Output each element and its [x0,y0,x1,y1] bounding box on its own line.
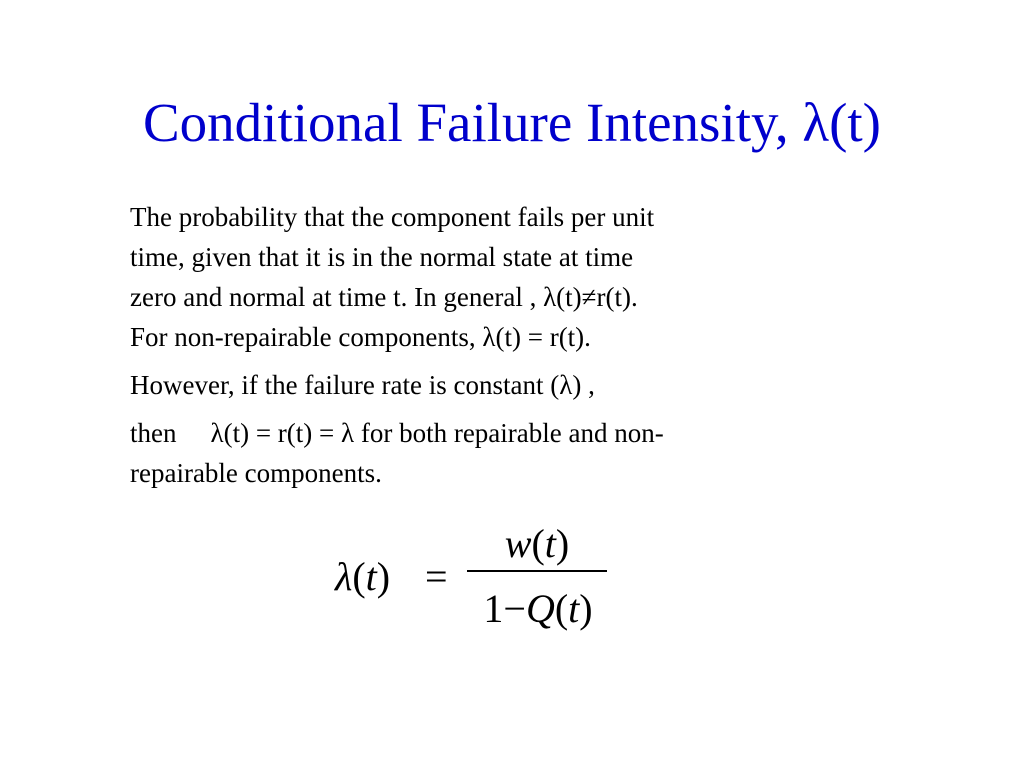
text-line: For non-repairable components, λ(t) = r(t). [130,322,591,352]
text-line: zero and normal at time t. In general , λ(t)≠r(t). [130,282,638,312]
text-line: time, given that it is in the normal state at time [130,242,634,272]
arg-t: t [365,554,377,599]
conclusion-paragraph [130,413,830,493]
text-line: repairable components. [130,458,382,488]
paren-close: ) [376,554,391,599]
fraction-bar [467,570,607,572]
minus-sign: − [503,586,526,631]
lambda-symbol: λ [335,554,353,599]
paren-open: ( [554,586,569,631]
formula-lhs [335,553,390,600]
formula-denominator [463,585,613,632]
constant-rate-paragraph [130,365,830,405]
text-line: The probability that the component fails per unit [130,202,655,232]
paren-open: ( [352,554,366,599]
definition-paragraph [130,197,830,357]
paren-close: ) [555,521,570,566]
formula-numerator [467,520,607,567]
slide-title: Conditional Failure Intensity, λ(t) [143,92,881,153]
w-symbol: w [504,521,532,566]
arg-t: t [544,521,556,566]
text-line: However, if the failure rate is constant (λ) , [130,370,595,400]
paren-open: ( [531,521,545,566]
one-digit: 1 [483,586,504,631]
arg-t: t [568,586,580,631]
lead-word: then [130,418,177,448]
text-line: λ(t) = r(t) = λ for both repairable and non- [210,418,664,448]
slide-body [130,197,830,493]
paren-close: ) [579,586,593,631]
failure-intensity-formula [335,515,635,645]
q-symbol: Q [525,586,555,631]
equals-sign: = [425,554,448,599]
